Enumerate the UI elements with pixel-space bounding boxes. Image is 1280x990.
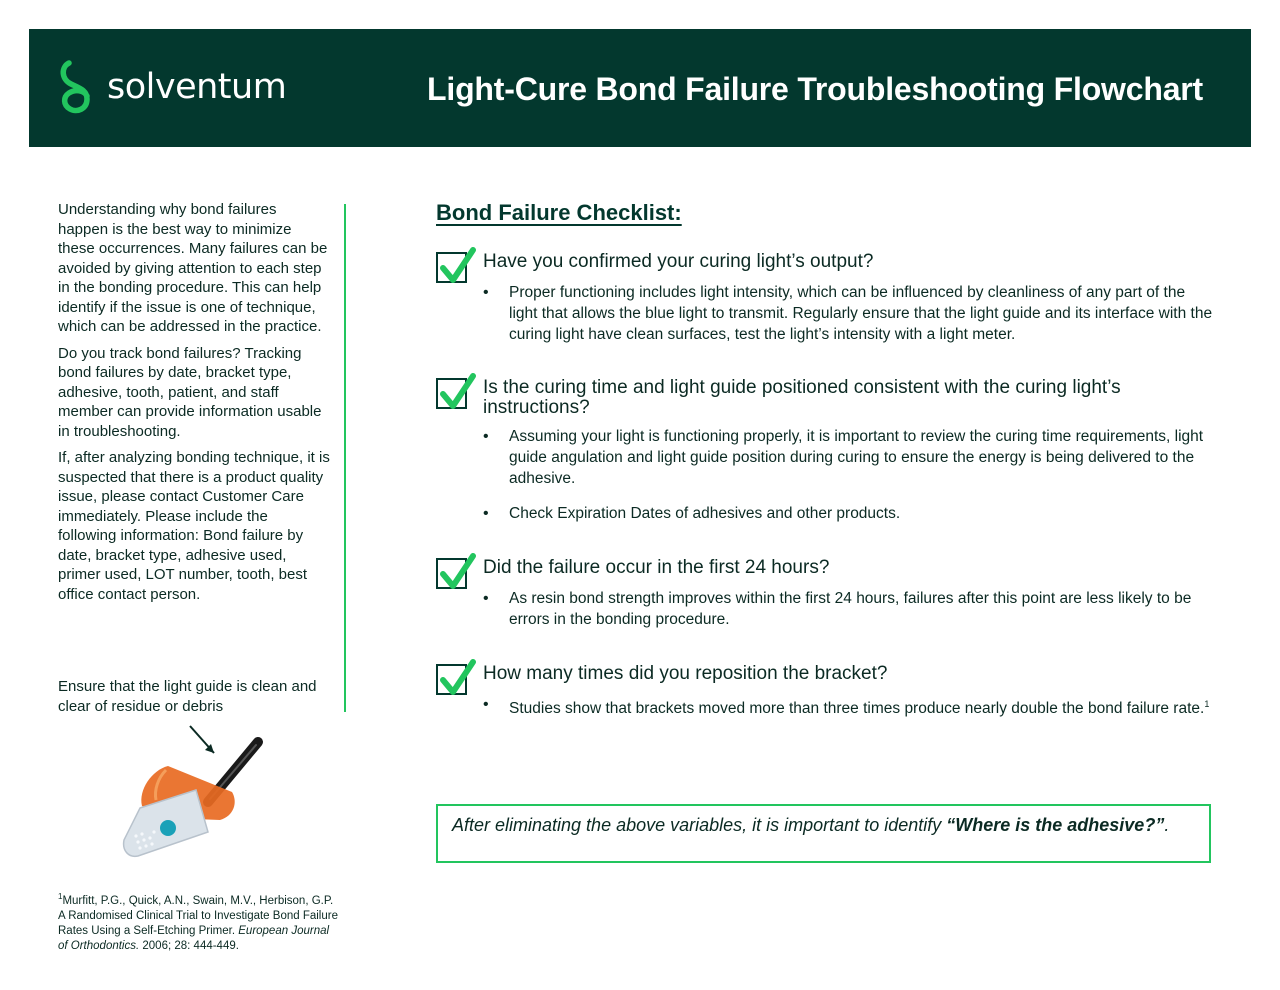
footnote-citation: 2006; 28: 444-449.	[142, 939, 239, 952]
checklist-title: Bond Failure Checklist:	[436, 200, 682, 225]
checklist-question: Is the curing time and light guide positioned consistent with the curing light’s instructions?	[483, 377, 1121, 418]
ensure-note: Ensure that the light guide is clean and clear of residue or debris	[58, 678, 317, 715]
checkmark-icon	[439, 246, 477, 284]
checkbox-checked	[436, 378, 467, 409]
bullet-item: • As resin bond strength improves within the first 24 hours, failures after this point are less likely to be errors in the bonding procedure.	[483, 588, 1213, 630]
checkmark-icon	[439, 372, 477, 410]
bullet-item	[483, 694, 1213, 719]
footnote-title: A Randomised Clinical Trial to Investigate Bond Failure Rates Using a Self-Etching Primer.	[58, 909, 338, 937]
bullet-text: Studies show that brackets moved more than three times produce nearly double the bond failure rate.	[509, 700, 1205, 718]
cap-indicator	[160, 820, 176, 836]
callout-text: After eliminating the above variables, it is important to identify	[452, 815, 947, 835]
callout-box	[436, 804, 1211, 863]
bullet-list	[483, 694, 1213, 733]
bullet-list	[483, 282, 1213, 359]
bullet-item: • Proper functioning includes light intensity, which can be influenced by cleanliness of any part of the light that allows the blue light to transmit. Regularly ensure that the light guide and its interface with the curing light have clean surfaces, test the light’s intensity with a light meter.	[483, 282, 1213, 345]
column-divider	[344, 204, 346, 712]
page-title: Light-Cure Bond Failure Troubleshooting Flowchart	[427, 71, 1203, 107]
bullet-list	[483, 588, 1213, 644]
footnote-marker: 1	[58, 892, 63, 901]
bullet-list	[483, 426, 1213, 538]
tracking-paragraph: Do you track bond failures? Tracking bond failures by date, bracket type, adhesive, tooth, patient, and staff member can provide information usable in troubleshooting.	[58, 344, 322, 440]
footnote-ref: 1	[1204, 699, 1210, 709]
checklist-question: Did the failure occur in the first 24 hours?	[483, 557, 830, 578]
footnote	[58, 889, 338, 954]
bullet-item: • Check Expiration Dates of adhesives and other products.	[483, 503, 1213, 524]
checkbox-checked	[436, 252, 467, 283]
footnote-journal: European Journal of Orthodontics.	[58, 924, 330, 952]
brand-name: solventum	[107, 67, 287, 107]
checkmark-icon	[439, 658, 477, 696]
checklist-question: How many times did you reposition the bracket?	[483, 663, 888, 684]
checkmark-icon	[439, 552, 477, 590]
brand-logo	[57, 59, 286, 117]
callout-end: .	[1164, 815, 1170, 835]
solventum-logo-icon	[57, 59, 99, 117]
contact-paragraph: If, after analyzing bonding technique, it is suspected that there is a product quality issue, please contact Customer Care immediately. Please include the following information: Bond failure by date, bracket type, adhesive used, primer used, LOT number, tooth, best office contact person.	[58, 449, 330, 603]
checkbox-checked	[436, 664, 467, 695]
footnote-authors: Murfitt, P.G., Quick, A.N., Swain, M.V., Herbison, G.P.	[62, 894, 334, 907]
intro-text	[58, 200, 330, 611]
intro-paragraph: Understanding why bond failures happen is the best way to minimize these occurrences. Many failures can be avoided by giving attention to each step in the bonding procedure. This can help identify if the issue is one of technique, which can be addressed in the practice.	[58, 201, 328, 335]
bullet-item: • Assuming your light is functioning properly, it is important to review the curing time requirements, light guide angulation and light guide position during curing to ensure the energy is being delivered to the adhesive.	[483, 426, 1213, 489]
header-banner	[29, 29, 1251, 147]
checkbox-checked	[436, 558, 467, 589]
callout-emphasis: “Where is the adhesive?”	[946, 815, 1165, 835]
checklist-question: Have you confirmed your curing light’s output?	[483, 251, 874, 272]
light-guide-illustration	[110, 720, 290, 880]
